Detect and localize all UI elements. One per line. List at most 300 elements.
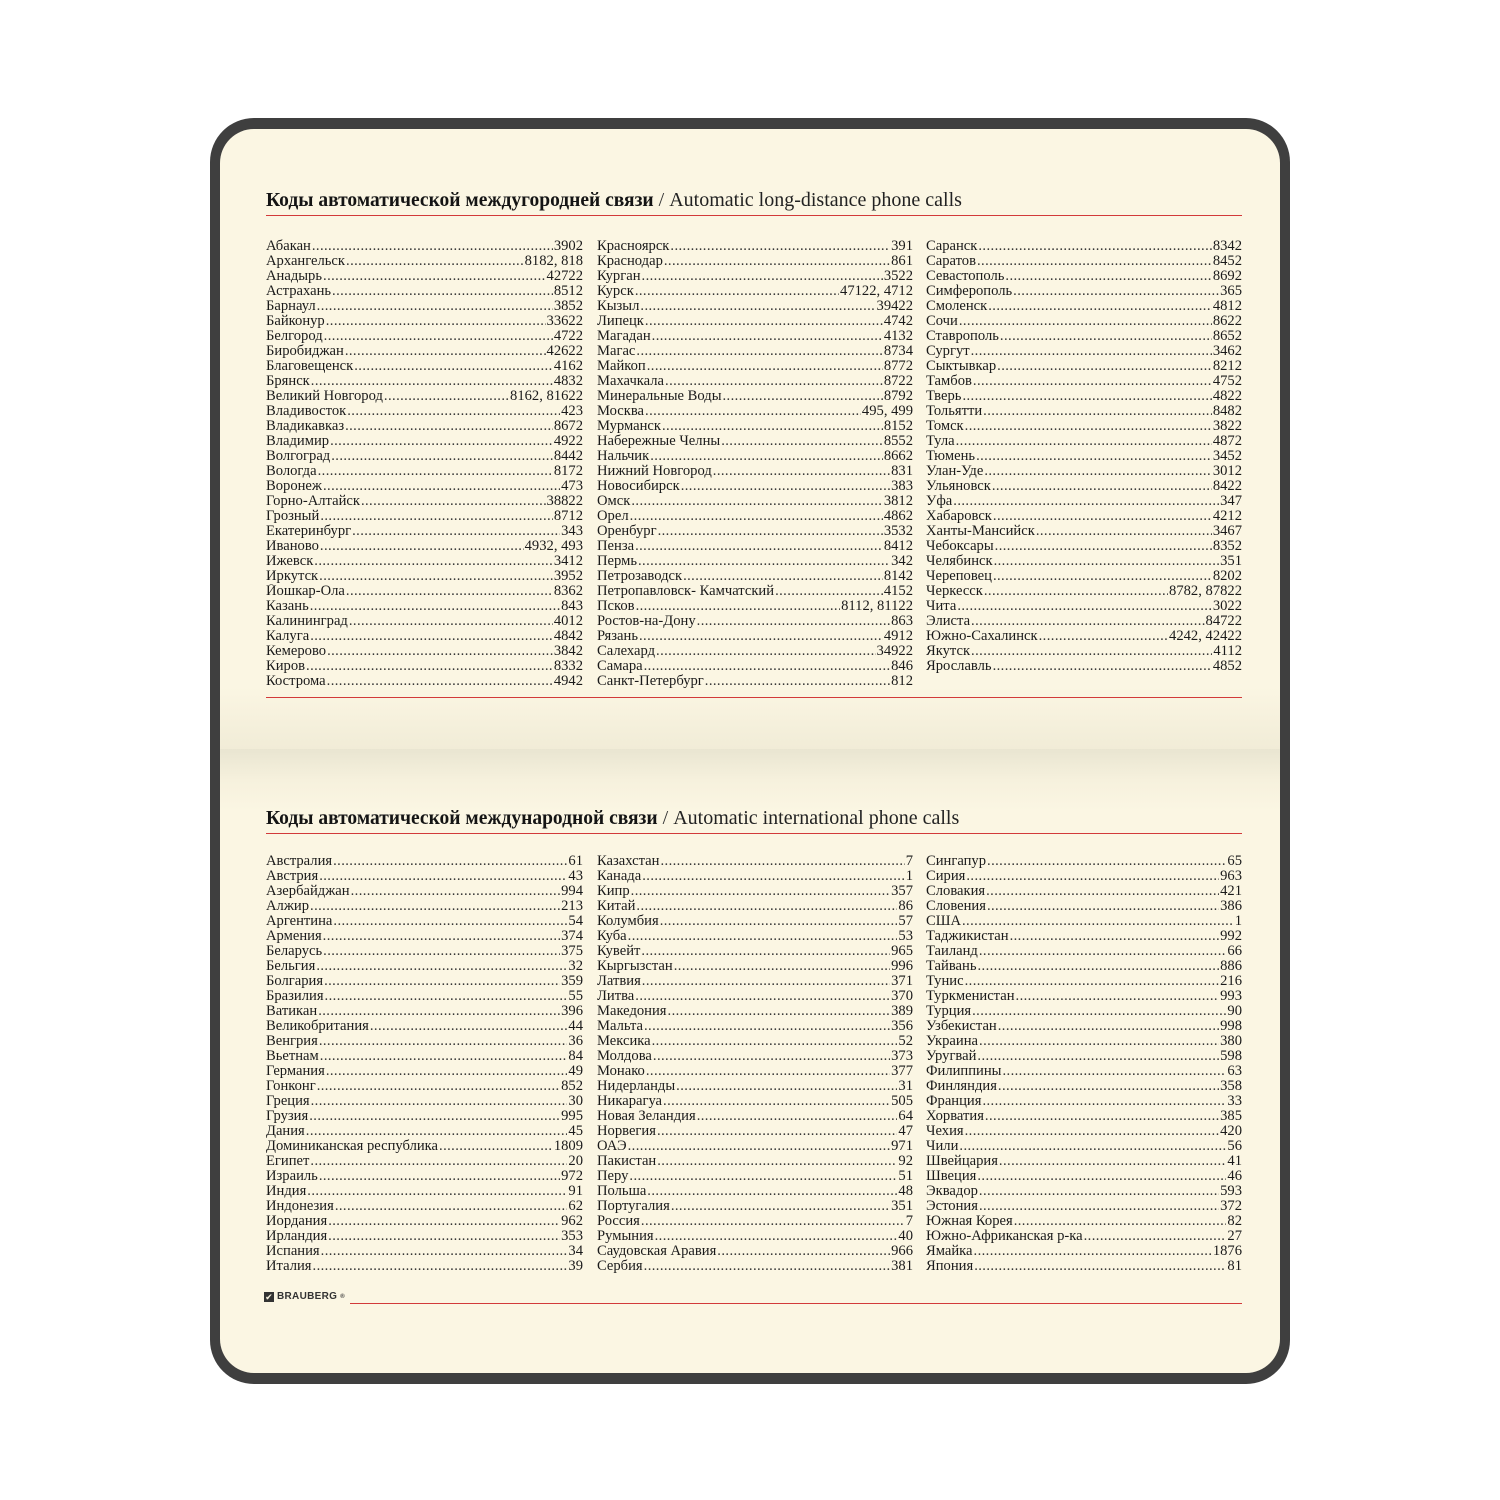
- dot-leader: [644, 659, 891, 674]
- list-item: [926, 1049, 1242, 1064]
- city-name: Перу: [597, 1169, 629, 1184]
- city-name: Архангельск: [266, 254, 346, 269]
- city-name: Липецк: [597, 314, 644, 329]
- dot-leader: [333, 914, 567, 929]
- list-item: [926, 569, 1242, 584]
- dot-leader: [658, 524, 883, 539]
- list-item: [266, 659, 583, 674]
- phone-code: 7: [905, 1214, 913, 1229]
- dot-leader: [319, 1169, 560, 1184]
- list-item: [266, 644, 583, 659]
- dot-leader: [977, 1049, 1219, 1064]
- city-name: Мальта: [597, 1019, 643, 1034]
- dot-leader: [313, 1259, 568, 1274]
- phone-code: 3462: [1212, 344, 1242, 359]
- phone-code: 61: [568, 854, 583, 869]
- city-name: Саратов: [926, 254, 976, 269]
- dot-leader: [717, 1244, 890, 1259]
- list-item: [926, 959, 1242, 974]
- city-name: Салехард: [597, 644, 656, 659]
- phone-code: 8622: [1212, 314, 1242, 329]
- list-item: [266, 629, 583, 644]
- city-name: Израиль: [266, 1169, 318, 1184]
- phone-code: 356: [891, 1019, 913, 1034]
- city-name: Македония: [597, 1004, 667, 1019]
- phone-code: 3842: [553, 644, 583, 659]
- dot-leader: [641, 944, 890, 959]
- city-name: Гонконг: [266, 1079, 316, 1094]
- dot-leader: [993, 569, 1212, 584]
- dot-leader: [660, 854, 904, 869]
- dot-leader: [979, 1034, 1219, 1049]
- list-item: [597, 974, 913, 989]
- list-item: [597, 359, 913, 374]
- list-item: [926, 449, 1242, 464]
- list-item: [266, 1034, 583, 1049]
- phone-code: 593: [1220, 1184, 1242, 1199]
- dot-leader: [697, 614, 890, 629]
- city-name: Монако: [597, 1064, 645, 1079]
- city-name: Чебоксары: [926, 539, 994, 554]
- list-item: [926, 614, 1242, 629]
- list-item: [597, 1229, 913, 1244]
- city-name: Калуга: [266, 629, 310, 644]
- list-item: [926, 419, 1242, 434]
- international-title-ru: Коды автоматической международной связи: [266, 808, 658, 829]
- list-item: [926, 899, 1242, 914]
- dot-leader: [665, 374, 883, 389]
- city-name: Сербия: [597, 1259, 643, 1274]
- dot-leader: [638, 554, 890, 569]
- list-item: [926, 239, 1242, 254]
- phone-code: 380: [1220, 1034, 1242, 1049]
- dot-leader: [979, 1184, 1219, 1199]
- dot-leader: [335, 1199, 568, 1214]
- list-item: [266, 269, 583, 284]
- list-item: [926, 389, 1242, 404]
- dot-leader: [644, 1259, 890, 1274]
- dot-leader: [966, 869, 1219, 884]
- city-name: Узбекистан: [926, 1019, 997, 1034]
- dot-leader: [635, 539, 883, 554]
- city-name: Астрахань: [266, 284, 332, 299]
- phone-code: 3022: [1212, 599, 1242, 614]
- city-name: Мексика: [597, 1034, 651, 1049]
- city-name: Франция: [926, 1094, 982, 1109]
- list-item: [597, 1154, 913, 1169]
- list-item: [926, 929, 1242, 944]
- city-name: Абакан: [266, 239, 311, 254]
- dot-leader: [655, 1229, 898, 1244]
- dot-leader: [705, 674, 890, 689]
- phone-code: 54: [568, 914, 583, 929]
- city-name: Калининград: [266, 614, 348, 629]
- city-name: Череповец: [926, 569, 992, 584]
- dot-leader: [652, 1034, 898, 1049]
- dot-leader: [977, 254, 1212, 269]
- dot-leader: [671, 1199, 890, 1214]
- list-item: [597, 854, 913, 869]
- dot-leader: [323, 929, 560, 944]
- dot-leader: [306, 1124, 568, 1139]
- dot-leader: [1084, 1229, 1227, 1244]
- city-name: Швеция: [926, 1169, 977, 1184]
- phone-code: 421: [1220, 884, 1242, 899]
- phone-code: 51: [898, 1169, 913, 1184]
- phone-code: 966: [891, 1244, 913, 1259]
- city-name: Краснодар: [597, 254, 663, 269]
- phone-code: 347: [1220, 494, 1242, 509]
- dot-leader: [439, 1139, 553, 1154]
- city-name: Нидерланды: [597, 1079, 676, 1094]
- dot-leader: [962, 914, 1234, 929]
- dot-leader: [317, 299, 553, 314]
- list-item: [926, 944, 1242, 959]
- city-name: Новая Зеландия: [597, 1109, 696, 1124]
- phone-code: 3852: [553, 299, 583, 314]
- dot-leader: [307, 1184, 567, 1199]
- phone-code: 44: [568, 1019, 583, 1034]
- dot-leader: [1016, 989, 1220, 1004]
- list-item: [597, 449, 913, 464]
- phone-code: 4242, 42422: [1169, 629, 1242, 644]
- dot-leader: [330, 434, 553, 449]
- list-item: [926, 1094, 1242, 1109]
- phone-code: 996: [891, 959, 913, 974]
- dot-leader: [971, 644, 1212, 659]
- phone-code: 372: [1220, 1199, 1242, 1214]
- city-name: Вологда: [266, 464, 317, 479]
- list-item: [266, 1094, 583, 1109]
- dot-leader: [995, 539, 1212, 554]
- city-name: Финляндия: [926, 1079, 997, 1094]
- brand-check-icon: ✔: [265, 1291, 273, 1302]
- list-item: [266, 944, 583, 959]
- international-codes-table: [266, 854, 1242, 1274]
- list-item: [926, 1004, 1242, 1019]
- dot-leader: [361, 494, 546, 509]
- dot-leader: [346, 254, 524, 269]
- list-item: [926, 1109, 1242, 1124]
- dot-leader: [979, 944, 1227, 959]
- domestic-title-en: Automatic long-distance phone calls: [669, 189, 962, 211]
- phone-code: 4872: [1212, 434, 1242, 449]
- dot-leader: [328, 1229, 560, 1244]
- dot-leader: [319, 569, 553, 584]
- city-name: Армения: [266, 929, 322, 944]
- city-name: Южно-Сахалинск: [926, 629, 1038, 644]
- list-item: [926, 1019, 1242, 1034]
- list-item: [597, 674, 913, 689]
- list-item: [597, 389, 913, 404]
- phone-code: 55: [568, 989, 583, 1004]
- phone-code: 8722: [883, 374, 913, 389]
- list-item: [266, 989, 583, 1004]
- list-item: [597, 1124, 913, 1139]
- dot-leader: [993, 659, 1212, 674]
- dot-leader: [645, 314, 883, 329]
- city-name: Сургут: [926, 344, 970, 359]
- dot-leader: [993, 509, 1212, 524]
- dot-leader: [310, 1154, 567, 1169]
- dot-leader: [670, 239, 890, 254]
- city-name: Доминиканская республика: [266, 1139, 439, 1154]
- brand-logo: [264, 1291, 345, 1302]
- phone-code: 8734: [883, 344, 913, 359]
- phone-code: 359: [561, 974, 583, 989]
- city-name: Казахстан: [597, 854, 660, 869]
- phone-code: 90: [1227, 1004, 1242, 1019]
- dot-leader: [635, 989, 890, 1004]
- phone-code: 8182, 818: [524, 254, 583, 269]
- city-name: Махачкала: [597, 374, 665, 389]
- list-item: [266, 299, 583, 314]
- city-name: Ульяновск: [926, 479, 991, 494]
- dot-leader: [1013, 284, 1219, 299]
- phone-code: 56: [1227, 1139, 1242, 1154]
- list-item: [597, 404, 913, 419]
- dot-leader: [646, 1064, 890, 1079]
- city-name: Ханты-Мансийск: [926, 524, 1035, 539]
- list-item: [266, 374, 583, 389]
- list-item: [266, 254, 583, 269]
- dot-leader: [1010, 929, 1220, 944]
- dot-leader: [713, 464, 890, 479]
- city-name: Тольятти: [926, 404, 983, 419]
- list-item: [926, 434, 1242, 449]
- dot-leader: [323, 269, 546, 284]
- list-item: [597, 989, 913, 1004]
- dot-leader: [994, 554, 1220, 569]
- phone-code: 34922: [876, 644, 913, 659]
- domestic-end-rule: [266, 697, 1242, 698]
- city-name: Пермь: [597, 554, 637, 569]
- city-name: Самара: [597, 659, 643, 674]
- city-name: Аргентина: [266, 914, 333, 929]
- list-item: [926, 254, 1242, 269]
- list-item: [266, 1124, 583, 1139]
- list-item: [266, 974, 583, 989]
- dot-leader: [984, 584, 1168, 599]
- city-name: Россия: [597, 1214, 640, 1229]
- city-name: Китай: [597, 899, 636, 914]
- dot-leader: [664, 254, 890, 269]
- list-item: [266, 884, 583, 899]
- list-item: [926, 854, 1242, 869]
- phone-code: 66: [1227, 944, 1242, 959]
- phone-code: 8482: [1212, 404, 1242, 419]
- phone-code: 47: [898, 1124, 913, 1139]
- phone-code: 8452: [1212, 254, 1242, 269]
- phone-code: 861: [891, 254, 913, 269]
- list-item: [597, 1109, 913, 1124]
- phone-code: 8652: [1212, 329, 1242, 344]
- phone-code: 971: [891, 1139, 913, 1154]
- city-name: Уфа: [926, 494, 953, 509]
- phone-code: 423: [561, 404, 583, 419]
- list-item: [926, 1229, 1242, 1244]
- phone-code: 8212: [1212, 359, 1242, 374]
- phone-code: 8692: [1212, 269, 1242, 284]
- city-name: Индия: [266, 1184, 307, 1199]
- dot-leader: [639, 629, 883, 644]
- phone-code: 8662: [883, 449, 913, 464]
- dot-leader: [328, 1214, 560, 1229]
- dot-leader: [320, 539, 524, 554]
- city-name: Испания: [266, 1244, 320, 1259]
- title-separator: /: [662, 807, 669, 829]
- dot-leader: [972, 1004, 1226, 1019]
- city-name: Черкесск: [926, 584, 983, 599]
- list-item: [597, 479, 913, 494]
- dot-leader: [979, 1199, 1219, 1214]
- phone-code: 8782, 87822: [1169, 584, 1242, 599]
- dot-leader: [978, 239, 1211, 254]
- city-name: Азербайджан: [266, 884, 350, 899]
- list-item: [597, 614, 913, 629]
- city-name: Швейцария: [926, 1154, 998, 1169]
- list-item: [926, 374, 1242, 389]
- phone-code: 4842: [553, 629, 583, 644]
- phone-code: 8202: [1212, 569, 1242, 584]
- city-name: Ирландия: [266, 1229, 328, 1244]
- dot-leader: [636, 599, 841, 614]
- dot-leader: [331, 449, 553, 464]
- list-item: [266, 1229, 583, 1244]
- phone-code: 4812: [1212, 299, 1242, 314]
- city-name: Южно-Африканская р-ка: [926, 1229, 1083, 1244]
- list-item: [926, 1244, 1242, 1259]
- list-item: [266, 284, 583, 299]
- city-name: Чита: [926, 599, 957, 614]
- dot-leader: [998, 1079, 1219, 1094]
- phone-code: 4112: [1213, 644, 1242, 659]
- city-name: Филиппины: [926, 1064, 1002, 1079]
- phone-code: 48: [898, 1184, 913, 1199]
- list-item: [597, 899, 913, 914]
- list-item: [926, 1199, 1242, 1214]
- city-name: Венгрия: [266, 1034, 318, 1049]
- dot-leader: [628, 1139, 890, 1154]
- phone-code: 375: [561, 944, 583, 959]
- domestic-column-3: [926, 239, 1242, 674]
- dot-leader: [988, 299, 1212, 314]
- list-item: [266, 389, 583, 404]
- list-item: [597, 314, 913, 329]
- phone-code: 994: [561, 884, 583, 899]
- city-name: Бельгия: [266, 959, 316, 974]
- dot-leader: [309, 1109, 560, 1124]
- dot-leader: [650, 449, 883, 464]
- city-name: Симферополь: [926, 284, 1013, 299]
- phone-code: 52: [898, 1034, 913, 1049]
- phone-code: 8332: [553, 659, 583, 674]
- dot-leader: [662, 419, 883, 434]
- dot-leader: [1005, 269, 1211, 284]
- phone-code: 4932, 493: [524, 539, 583, 554]
- list-item: [266, 494, 583, 509]
- dot-leader: [318, 464, 553, 479]
- list-item: [266, 1154, 583, 1169]
- list-item: [266, 1184, 583, 1199]
- list-item: [597, 599, 913, 614]
- list-item: [597, 1034, 913, 1049]
- international-title-en: Automatic international phone calls: [673, 807, 960, 829]
- domestic-column-1: [266, 239, 583, 689]
- phone-code: 8172: [553, 464, 583, 479]
- city-name: Байконур: [266, 314, 325, 329]
- dot-leader: [962, 389, 1211, 404]
- international-column-3: [926, 854, 1242, 1274]
- dot-leader: [370, 1019, 568, 1034]
- dot-leader: [998, 1019, 1219, 1034]
- list-item: [926, 989, 1242, 1004]
- phone-code: 3822: [1212, 419, 1242, 434]
- city-name: Майкоп: [597, 359, 646, 374]
- footer-rule: [350, 1303, 1242, 1304]
- list-item: [926, 329, 1242, 344]
- list-item: [597, 1139, 913, 1154]
- phone-code: 3412: [553, 554, 583, 569]
- city-name: Кызыл: [597, 299, 640, 314]
- dot-leader: [660, 914, 898, 929]
- phone-code: 8712: [553, 509, 583, 524]
- city-name: Канада: [597, 869, 642, 884]
- list-item: [597, 1049, 913, 1064]
- city-name: Уругвай: [926, 1049, 977, 1064]
- dot-leader: [629, 1169, 897, 1184]
- list-item: [597, 914, 913, 929]
- city-name: Рязань: [597, 629, 638, 644]
- phone-code: 8162, 81622: [510, 389, 583, 404]
- phone-code: 8552: [883, 434, 913, 449]
- phone-code: 1: [905, 869, 913, 884]
- phone-code: 47122, 4712: [840, 284, 913, 299]
- list-item: [597, 239, 913, 254]
- city-name: Улан-Уде: [926, 464, 984, 479]
- list-item: [266, 584, 583, 599]
- international-codes-section: [266, 804, 1242, 1274]
- phone-code: 962: [561, 1214, 583, 1229]
- international-column-1: [266, 854, 583, 1274]
- list-item: [266, 479, 583, 494]
- domestic-column-2: [597, 239, 913, 689]
- city-name: Тюмень: [926, 449, 976, 464]
- dot-leader: [636, 344, 882, 359]
- list-item: [926, 1124, 1242, 1139]
- phone-code: 4132: [883, 329, 913, 344]
- phone-code: 370: [891, 989, 913, 1004]
- phone-code: 992: [1220, 929, 1242, 944]
- dot-leader: [645, 404, 861, 419]
- phone-code: 49: [568, 1064, 583, 1079]
- phone-code: 8362: [553, 584, 583, 599]
- list-item: [926, 404, 1242, 419]
- city-name: Латвия: [597, 974, 641, 989]
- dot-leader: [332, 284, 553, 299]
- phone-code: 972: [561, 1169, 583, 1184]
- dot-leader: [953, 494, 1219, 509]
- city-name: Пакистан: [597, 1154, 657, 1169]
- city-name: Сингапур: [926, 854, 987, 869]
- phone-code: 420: [1220, 1124, 1242, 1139]
- list-item: [926, 299, 1242, 314]
- dot-leader: [311, 1094, 568, 1109]
- list-item: [597, 329, 913, 344]
- city-name: Благовещенск: [266, 359, 354, 374]
- phone-code: 473: [561, 479, 583, 494]
- city-name: Екатеринбург: [266, 524, 352, 539]
